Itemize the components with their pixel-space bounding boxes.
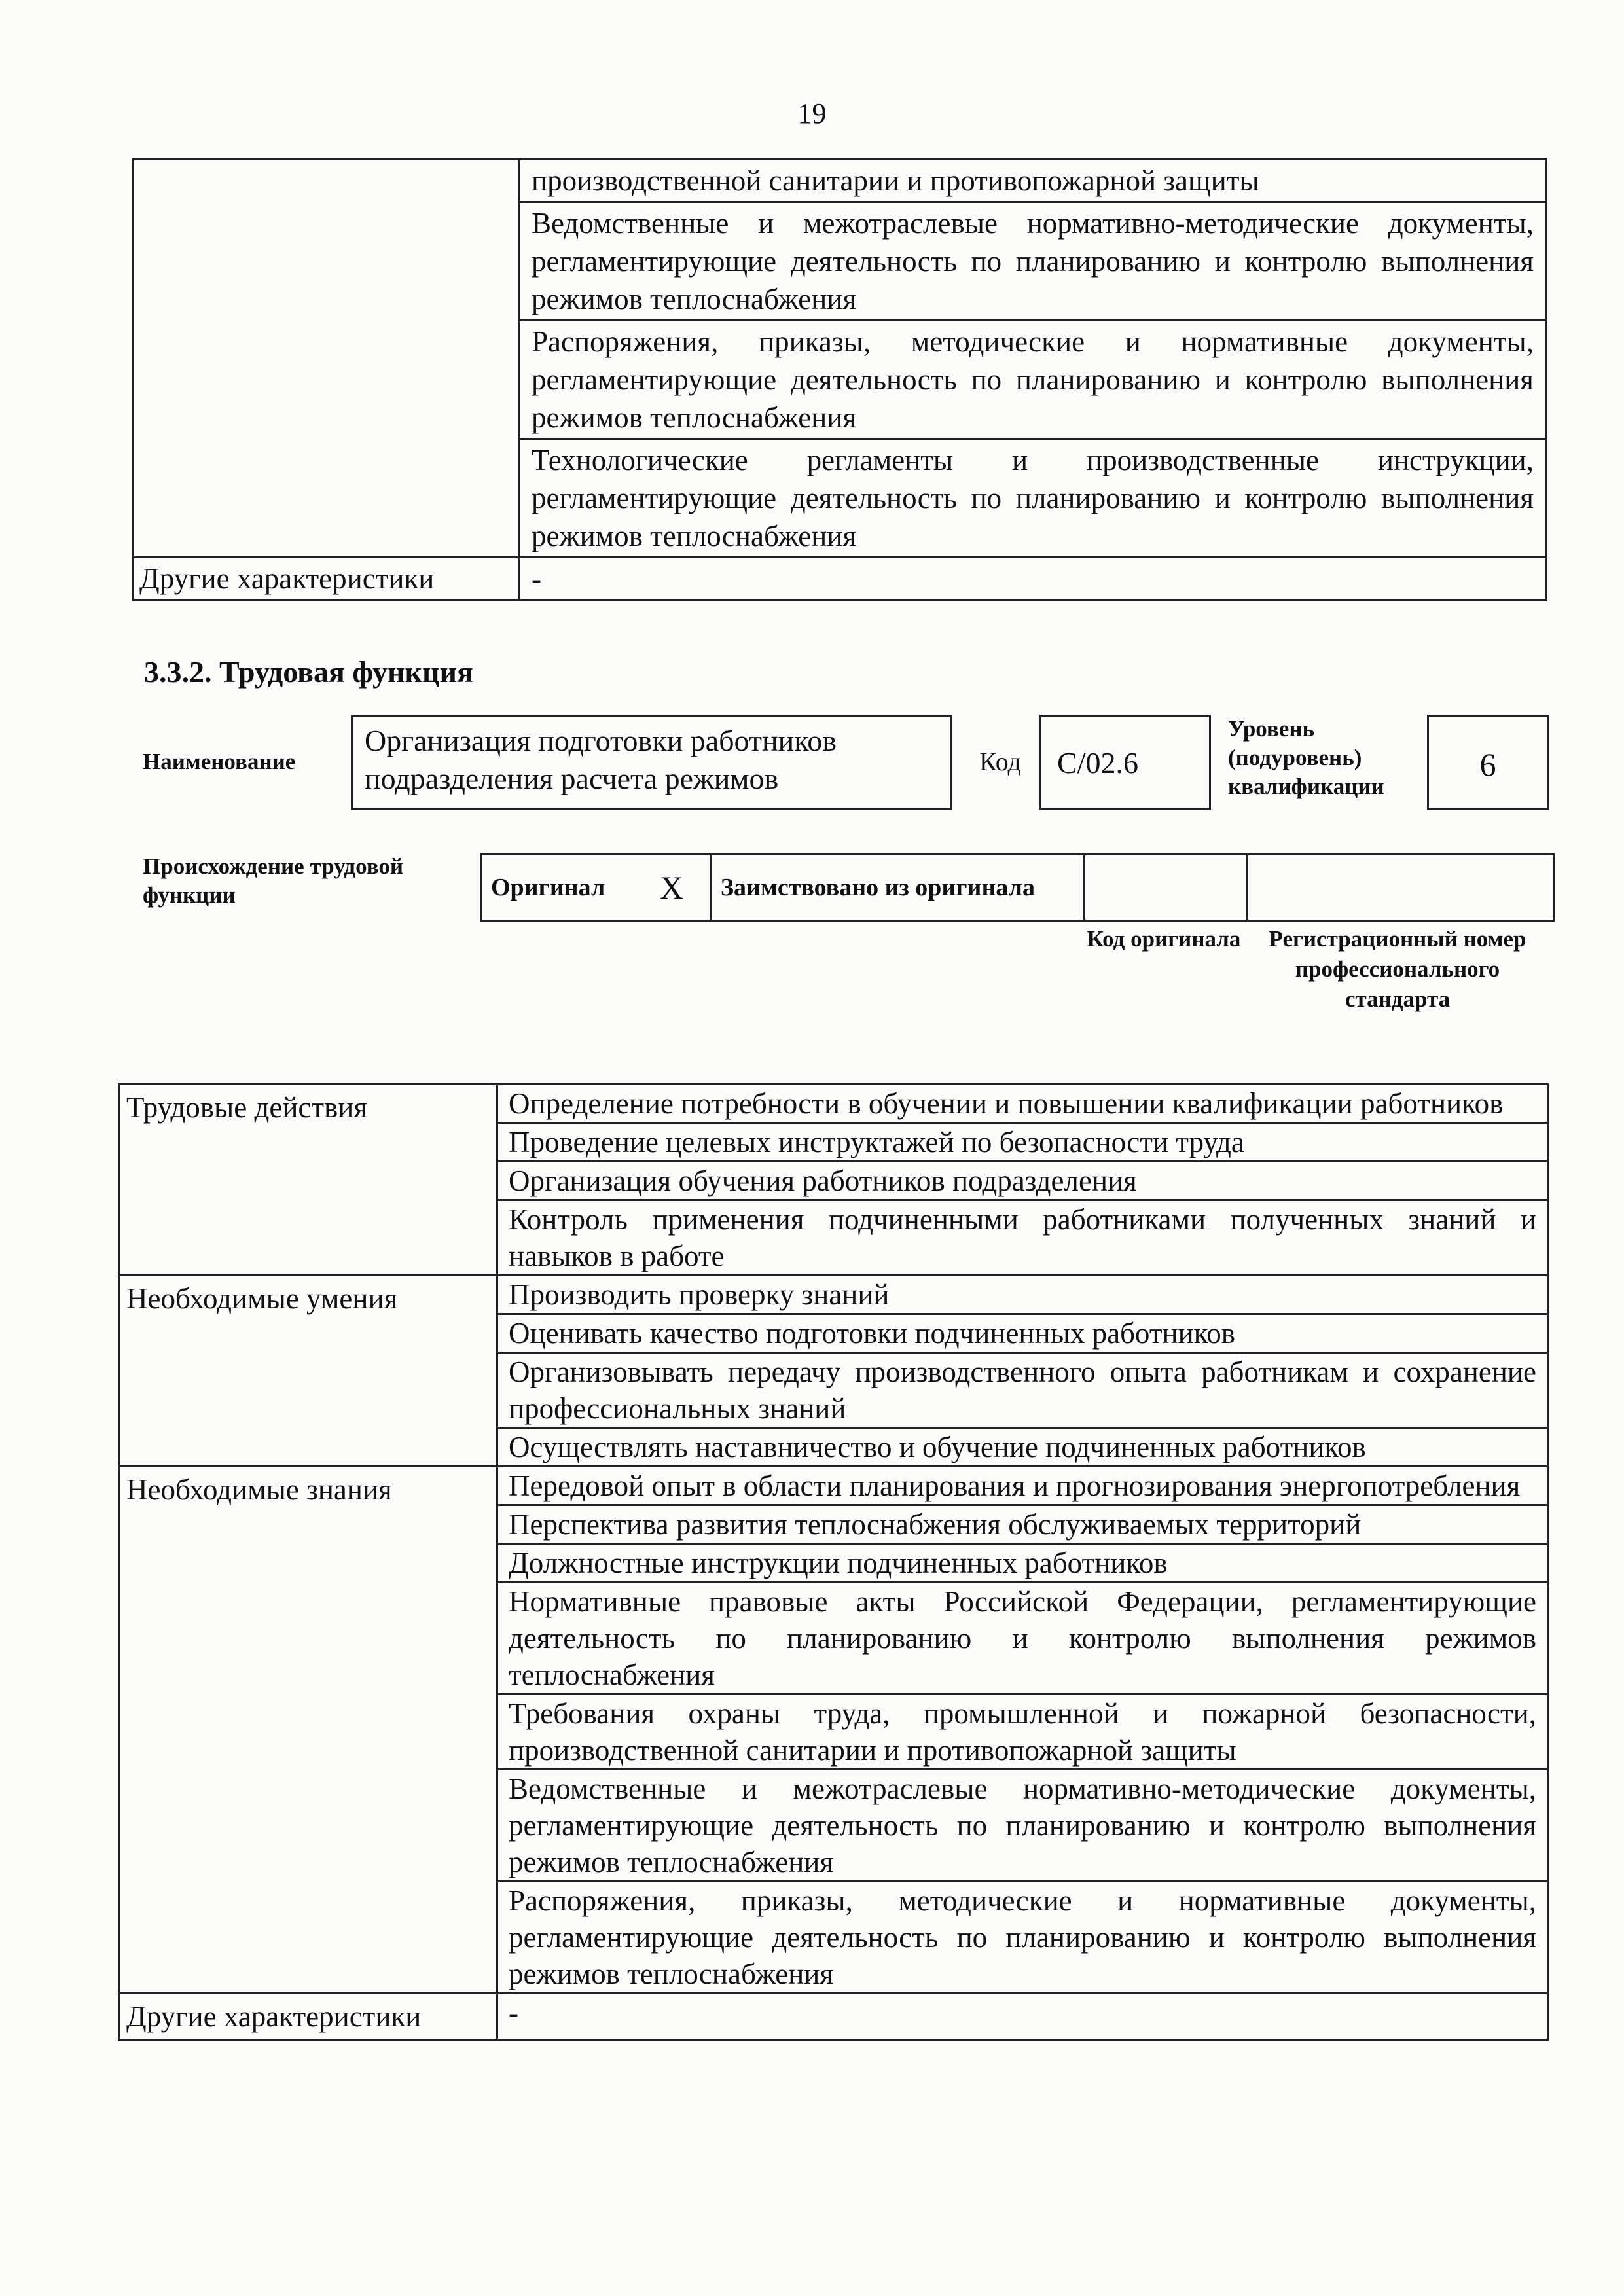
table-cell: Передовой опыт в области планирования и прогнозирования энергопотребления xyxy=(497,1467,1548,1505)
table-cell: Контроль применения подчиненными работниками полученных знаний и навыков в работе xyxy=(497,1200,1548,1276)
table-cell: производственной санитарии и противопожарной защиты xyxy=(519,160,1547,202)
registration-number-caption: Регистрационный номер профессионального стандарта xyxy=(1269,926,1526,1012)
other-characteristics-label: Другие характеристики xyxy=(134,558,519,600)
table-cell: Нормативные правовые акты Российской Федерации, регламентирующие деятельность по планированию и контролю выполнения режимов теплоснабжения xyxy=(497,1583,1548,1695)
code-label: Код xyxy=(979,747,1021,776)
original-mark: X xyxy=(651,855,711,921)
table-row xyxy=(119,1994,1548,2040)
registration-number-cell xyxy=(1248,855,1555,921)
table-cell: Организовывать передачу производственного опыта работникам и сохранение профессиональных знаний xyxy=(497,1353,1548,1428)
table-cell: Проведение целевых инструктажей по безопасности труда xyxy=(497,1123,1548,1162)
table-cell: Ведомственные и межотраслевые нормативно-методические документы, регламентирующие деятельность по планированию и контролю выполнения режимов теплоснабжения xyxy=(497,1770,1548,1882)
actions-label: Трудовые действия xyxy=(119,1085,497,1276)
other-characteristics-label: Другие характеристики xyxy=(119,1994,497,2040)
table-cell: Ведомственные и межотраслевые нормативно-методические документы, регламентирующие деятельность по планированию и контролю выполнения режимов теплоснабжения xyxy=(519,202,1547,321)
code-value: C/02.6 xyxy=(1057,746,1138,780)
origin-label: Происхождение трудовой функции xyxy=(143,853,404,908)
table-row xyxy=(119,1467,1548,1505)
skills-label: Необходимые умения xyxy=(119,1276,497,1467)
table-cell: Определение потребности в обучении и повышении квалификации работников xyxy=(497,1085,1548,1123)
level-label: Уровень (подуровень) квалификации xyxy=(1228,716,1384,799)
origin-table xyxy=(480,853,1555,922)
code-original-caption: Код оригинала xyxy=(1087,926,1241,952)
table-cell: Распоряжения, приказы, методические и нормативные документы, регламентирующие деятельность по планированию и контролю выполнения режимов теплоснабжения xyxy=(519,321,1547,439)
continued-table xyxy=(132,158,1547,601)
page-number: 19 xyxy=(797,98,827,130)
table-cell: Должностные инструкции подчиненных работников xyxy=(497,1544,1548,1583)
function-name: Организация подготовки работников подразделения расчета режимов xyxy=(365,724,837,795)
name-label: Наименование xyxy=(143,749,296,774)
level-box xyxy=(1427,715,1549,810)
table-cell: Технологические регламенты и производственные инструкции, регламентирующие деятельность по планированию и контролю выполнения режимов теплоснабжения xyxy=(519,439,1547,558)
table-cell: Перспектива развития теплоснабжения обслуживаемых территорий xyxy=(497,1505,1548,1544)
other-characteristics-value: - xyxy=(519,558,1547,600)
original-cell: Оригинал xyxy=(481,855,651,921)
original-code-cell xyxy=(1085,855,1248,921)
knowledge-label: Необходимые знания xyxy=(119,1467,497,1994)
level-value: 6 xyxy=(1479,746,1496,783)
borrowed-cell: Заимствовано из оригинала xyxy=(711,855,1085,921)
section-title: 3.3.2. Трудовая функция xyxy=(144,655,473,689)
main-table xyxy=(118,1083,1549,2041)
table-cell: Требования охраны труда, промышленной и пожарной безопасности, производственной санитарии и противопожарной защиты xyxy=(497,1695,1548,1770)
table-row xyxy=(119,1276,1548,1314)
table-row xyxy=(134,160,1547,202)
table-row xyxy=(119,1085,1548,1123)
table-row xyxy=(134,558,1547,600)
table-cell: Осуществлять наставничество и обучение подчиненных работников xyxy=(497,1428,1548,1467)
table-cell: Организация обучения работников подразделения xyxy=(497,1162,1548,1200)
table-row xyxy=(481,855,1555,921)
table-cell: Оценивать качество подготовки подчиненных работников xyxy=(497,1314,1548,1353)
table-cell: Производить проверку знаний xyxy=(497,1276,1548,1314)
code-box xyxy=(1039,715,1211,810)
row-label xyxy=(134,160,519,558)
table-cell: Распоряжения, приказы, методические и нормативные документы, регламентирующие деятельность по планированию и контролю выполнения режимов теплоснабжения xyxy=(497,1882,1548,1994)
function-name-box xyxy=(351,715,952,810)
other-characteristics-value: - xyxy=(497,1994,1548,2040)
